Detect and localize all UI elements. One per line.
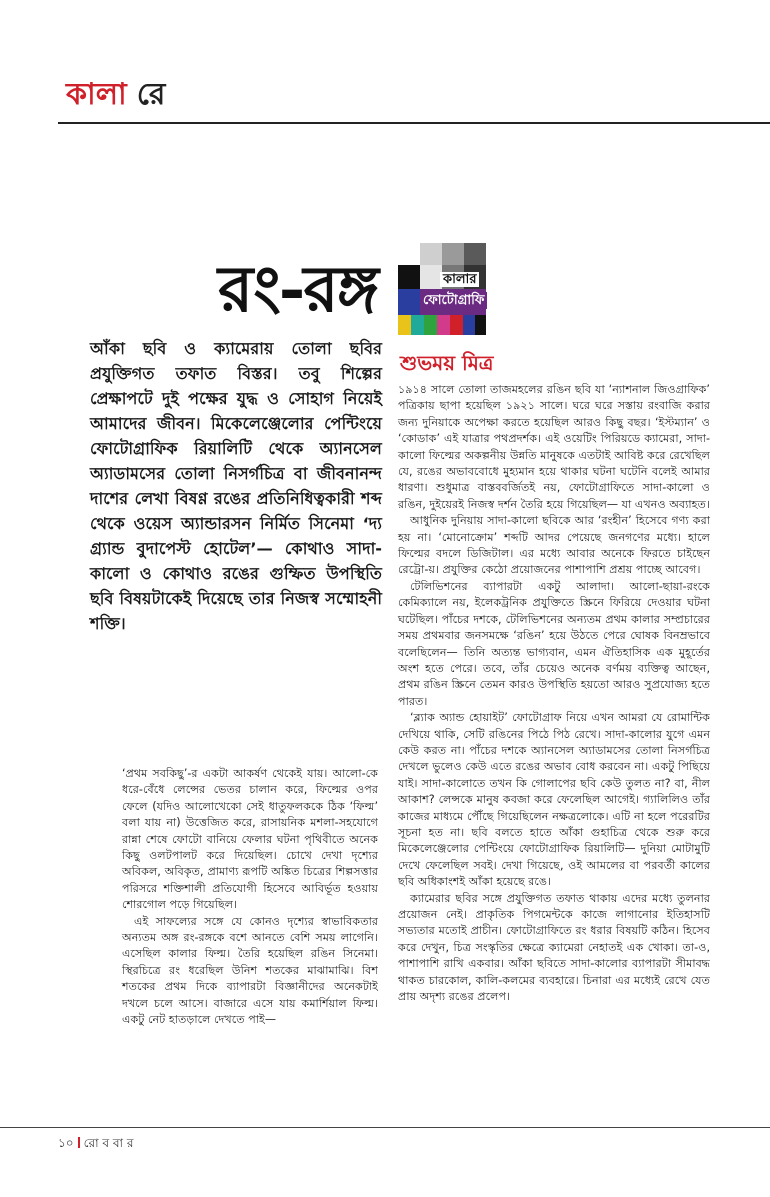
section-title	[66, 77, 166, 112]
author-byline: শুভময় মিত্র	[400, 351, 494, 375]
article-headline: রং-রঙ্গ	[218, 252, 377, 327]
section-title-black: রে	[136, 77, 166, 112]
body-paragraph: টেলিভিশনের ব্যাপারটা একটু আলাদা। আলো-ছায়া-রংকে কেমিক্যালে নয়, ইলেকট্রনিক প্রযুক্তিতে স্ক্রিনে ফিরিয়ে দেওয়ার ঘটনা ঘটেছিল। পাঁচের দশকে, টেলিভিশনের অন্যতম প্রথম কালার সম্প্রচারের সময় প্রথমবার জনসমক্ষে ‘রঙিন’ হয়ে উঠতে পেরে ঘোষক বিনম্রভাবে বলেছিলেন— তিনি অত্যন্ত ভাগ্যবান, এমন ঐতিহাসিক এক মুহূর্তের অংশ হতে পেরে। তবে, তাঁর চেয়েও অনেক বর্ণময় ব্যক্তিত্ব আছেন, প্রথম রঙিন স্ক্রিনে তেমন কারও উপস্থিতি হয়তো আরও সুপ্রযোজ্য হতে পারত।	[398, 579, 710, 708]
body-paragraph: ১৯১৪ সালে তোলা তাজমহলের রঙিন ছবি যা ‘ন্যাশনাল জিওগ্রাফিক’ পত্রিকায় ছাপা হয়েছিল ১৯২১ সালে। ঘরে ঘরে সস্তায় রংবাজি করার জন্য দুনিয়াকে অপেক্ষা করতে হয়েছিল আরও কিছু বছর। ‘ইস্টম্যান’ ও ‘কোডাক’ এই যাত্রার পথপ্রদর্শক। এই ওয়েটিং পিরিয়ডে ক্যামেরা, সাদা-কালো ফিল্মের অকল্পনীয় উন্নতি মানুষকে এতটাই আবিষ্ট করে রেখেছিল যে, রঙের অভাববোধে মুহ্যমান হয়ে থাকার ঘটনা ঘটেনি বলেই আমার ধারণা। শুধুমাত্র বাস্তববর্জিতই নয়, ফোটোগ্রাফিতে সাদা-কালো ও রঙিন, দুইয়েরই নিজস্ব দর্শন তৈরি হয়ে গিয়েছিল— যা এখনও অব্যাহত।	[398, 383, 710, 511]
page-number: ১০	[58, 1136, 74, 1150]
body-paragraph: এই সাফল্যের সঙ্গে যে কোনও দৃশ্যের স্বাভাবিকতার অন্যতম অঙ্গ রং-রঙ্গকে বশে আনতে বেশি সময় লাগেনি। এসেছিল কালার ফিল্ম। তৈরি হয়েছিল রঙিন সিনেমা। স্থিরচিত্রে রং ধরেছিল উনিশ শতকের মাঝামাঝি। বিশ শতকের প্রথম দিকে ব্যাপারটা বিজ্ঞানীদের অনেকটাই দখলে চলে আসে। বাজারে এসে যায় কমার্শিয়াল ফিল্ম। একটু নেট হাতড়ালে দেখতে পাই—	[122, 914, 378, 1027]
footer-separator	[78, 1137, 80, 1148]
color-photography-logo	[398, 243, 486, 335]
article-intro	[90, 336, 382, 636]
body-column-right	[398, 382, 710, 1005]
header-rule	[58, 122, 770, 124]
logo-text-line2: ফোটোগ্রাফি	[420, 292, 487, 309]
intro-paragraph: আঁকা ছবি ও ক্যামেরায় তোলা ছবির প্রযুক্তিগত তফাত বিস্তর। তবু শিল্পের প্রেক্ষাপটে দুই পক্ষের যুদ্ধ ও সোহাগ নিয়েই আমাদের জীবন। মিকেলেঞ্জেলোর পেন্টিংয়ে ফোটোগ্রাফিক রিয়ালিটি থেকে অ্যানসেল অ্যাডামসের তোলা নিসর্গচিত্র বা জীবনানন্দ দাশের লেখা বিষণ্ণ রঙের প্রতিনিধিত্বকারী শব্দ থেকে ওয়েস অ্যান্ডারসন নির্মিত সিনেমা ‘দ্য গ্র্যান্ড বুদাপেস্ট হোটেল’— কোথাও সাদা-কালো ও কোথাও রঙের গুম্ফিত উপস্থিতি ছবি বিষয়টাকেই দিয়েছে তার নিজস্ব সম্মোহনী শক্তি।	[90, 339, 382, 633]
body-column-left	[122, 766, 378, 1029]
section-title-red: কালা	[66, 77, 127, 112]
logo-text-line1: কালার	[440, 272, 479, 287]
magazine-name: রো ব বা র	[83, 1136, 134, 1150]
body-paragraph: আধুনিক দুনিয়ায় সাদা-কালো ছবিকে আর ‘রংহীন’ হিসেবে গণ্য করা হয় না। ‘মোনোক্রোম’ শব্দটি আদর পেয়েছে জনগণের মধ্যে। হালে ফিল্মের বদলে ডিজিটাল। এর মধ্যে আবার অনেকে ফিরতে চাইছেন রেট্রো-য়। প্রযুক্তির কেঠো প্রয়োজনের পাশাপাশি প্রশ্রয় পাচ্ছে আবেগ।	[398, 514, 710, 577]
body-paragraph: ‘প্রথম সবকিছু’-র একটা আকর্ষণ থেকেই যায়। আলো-কে ধরে-বেঁধে লেন্সের ভেতর চালান করে, ফিল্মের ওপর ফেলে (যদিও আলোখেকো সেই ধাতুফলককে ঠিক ‘ফিল্ম’ বলা যায় না) উত্তেজিত করে, রাসায়নিক মশলা-সহযোগে রান্না শেষে ফোটো বানিয়ে ফেলার ঘটনা পৃথিবীতে অনেক কিছু ওলটপালট করে দিয়েছিল। চোখে দেখা দৃশ্যের অবিকল, অবিকৃত, প্রামাণ্য রূপটি অঙ্কিত চিত্রের শিল্পসত্তার পরিসরে শক্তিশালী প্রতিযোগী হিসেবে আবির্ভূত হওয়ায় শোরগোল পড়ে গিয়েছিল।	[122, 767, 378, 912]
body-paragraph: ক্যামেরার ছবির সঙ্গে প্রযুক্তিগত তফাত থাকায় এদের মধ্যে তুলনার প্রয়োজন নেই। প্রাকৃতিক পিগমেন্টকে কাজে লাগানোর ইতিহাসটি সভ্যতার মতোই প্রাচীন। ফোটোগ্রাফিতে রং ধরার বিষয়টি কঠিন। হিসেব করে দেখুন, চিত্র সংস্কৃতির ক্ষেত্রে ক্যামেরা নেহাতই এক খোকা। তা-ও, পাশাপাশি রাখি একবার। আঁকা ছবিতে সাদা-কালোর ব্যাপারটা সীমাবদ্ধ থাকত চারকোল, কালি-কলমের ব্যবহারে। চিনারা এর মধ্যেই রেখে যেত প্রায় অদৃশ্য রঙের প্রলেপ।	[398, 891, 710, 1004]
body-paragraph: ‘ব্ল্যাক অ্যান্ড হোয়াইট’ ফোটোগ্রাফ নিয়ে এখন আমরা যে রোমান্টিক দেখিয়ে থাকি, সেটি রঙিনের পিঠে পিঠ রেখে। সাদা-কালোর যুগে এমন কেউ করত না। পাঁচের দশকে অ্যানসেল অ্যাডামসের তোলা নিসর্গচিত্র দেখলে ভুলেও কেউ এতে রঙের অভাব বোধ করবেন না। একটু পিছিয়ে যাই। সাদা-কালোতে তখন কি গোলাপের ছবি কেউ তুলত না? বা, নীল আকাশ? লেন্সকে মানুষ কবজা করে ফেলেছিল আগেই। গ্যালিলিও তাঁর কাজের মাধ্যমে পৌঁছে গিয়েছিলেন নক্ষত্রলোকে। এটি না হলে পরেরটির সূচনা হত না। ছবি বলতে হাতে আঁকা গুহাচিত্র থেকে শুরু করে মিকেলেঞ্জেলোর পেন্টিংয়ে ফোটোগ্রাফিক রিয়ালিটি— দুনিয়া মোটামুটি দেখে ফেলেছিল সবই। দেখা গিয়েছে, ওই আমলের বা পরবর্তী কালের ছবি অধিকাংশই আঁকা হয়েছে রঙে।	[398, 711, 710, 889]
footer-rule	[0, 1127, 770, 1128]
page-footer	[58, 1135, 133, 1155]
